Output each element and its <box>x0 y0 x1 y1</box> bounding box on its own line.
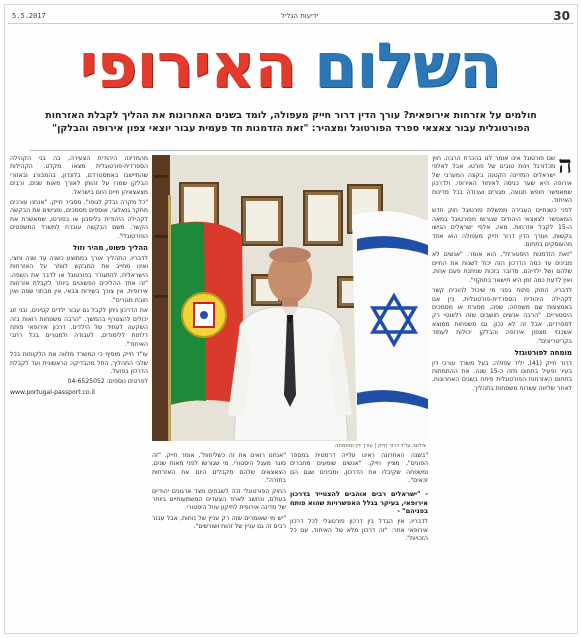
pull-quote: - "ישראלים רבים אוהבים להצטייד בדרכון אירופאי, בעיקר בגלל האפשרויות שהוא פותח בפניהם" - <box>290 489 428 516</box>
article-column-left <box>10 155 148 625</box>
paragraph: "בשנה האחרונה ראינו עלייה דרמטית במספר הפונים", מציין חייק. "אנשים שומעים מחברים ומשפחה שקיבלו את הדרכון, ומבינים שגם הם זכאים". <box>290 452 428 485</box>
photo-caption: צילום: עו"ד דרור חייק | עורך דין ומתמחה <box>335 443 426 449</box>
article-column-mid-right <box>290 452 428 625</box>
paragraph: את הדרכון ניתן לקבל גם עבור ילדים קטינים, ובני זוג יכולים להצטרף בהמשך. "הרבה משפחות רואות בזה השקעה לעתיד של הילדים. דרכון אירופאי פותח דלתות ללימודים, לעבודה ולמגורים בכל רחבי האיחוד". <box>10 307 148 348</box>
subheadline: חולמים על אזרחות אירופאית? עורך הדין דרור חייק מעפולה, לומד בשנים האחרונות את ההליך לקבלת האזרחות הפורטוגלית עבור צאצאי ספרד הפורטוגל ומצהיר: "זאת הזדמנות חד פעמית עבור יוצאי צפון אירופה והבלקן" <box>45 110 537 134</box>
paragraph: "כל מקרה נבדק לגופו", מסביר חייק. "אנחנו עורכים מחקר גנאלוגי, אוספים מסמכים, ומגישים את הבקשה לקהילה היהודית בליסבון או בפורטו, שמאשרת את הקשר. משם הבקשה עוברת למשרד המשפטים הפורטוגלי". <box>10 199 148 240</box>
paragraph: לדבריו, אין הבדל בין דרכון פורטוגלי לכל דרכון אירופאי אחר: "זה דרכון מלא של האיחוד, עם כל הזכויות". <box>290 518 428 543</box>
section-heading: ההליך פשוט, מהיר וזול <box>73 244 148 253</box>
section-name: ידיעות הגליל <box>280 11 319 20</box>
paragraph: שם פורטוגל אינו אומר לנו בהכרח הרבה, חוץ מכדורגל וינות טובים של פורטו. אבל לאלפי ישראלים המדינה הקטנה בקצה המערבי של אירופה היא שער כניסה לאיחוד האירופי, ולדרכון שמאפשר חופש תנועה, מגורים ועבודה בכל מדינות האיחוד. <box>432 155 572 205</box>
header-divider <box>30 150 552 151</box>
page-header <box>8 8 574 24</box>
paragraph: "יש מי שאומרים שזה רק עניין של נוחות, אבל עבור רבים זה גם עניין של זהות ושורשים". <box>152 514 286 531</box>
contact-website: www.portugal-passport.co.il <box>10 388 95 396</box>
section-heading: מומחה לפורטוגזל <box>514 348 572 357</box>
article-photo <box>152 155 428 441</box>
drop-cap: ה <box>558 155 572 179</box>
paragraph: לדבריו, החוק פתוח בפני מי שיכול להוכיח קשר לקהילה היהודית הספרדית-פורטוגלית, בין אם באמצעות שם משפחה, שפה, מסורת או מסמכים היסטוריים. "הרבה אנשים חושבים שזה רלוונטי רק לספרדים, אבל זה לא נכון. גם משפחות ממוצא אשכנזי מצפון אירופה והבלקן יכולות לעמוד בקריטריונים". <box>432 287 572 345</box>
page-number: 30 <box>553 8 570 23</box>
headline-word-1: השלום <box>314 29 501 102</box>
headline <box>30 26 550 106</box>
headline-word-2: האירופי <box>79 29 297 102</box>
paragraph: "זאת הזדמנות היסטורית", הוא אומר. "אנשים לא מבינים עד כמה הדרכון הזה יכול לשנות את החיים שלהם ושל ילדיהם. מדובר בזכות שניתנת פעם אחת, ואין לדעת כמה זמן היא תישאר בתוקף". <box>432 251 572 284</box>
paragraph: דרור חייק (41), יליד עפולה, בעל משרד עורכי דין בעיר ופעיל בתחום מזה כ-15 שנה. את ההתמחות בתחום האזרחות הפורטוגלית פיתח בשנים האחרונות, לאחר שליווה עשרות משפחות בתהליך. <box>432 359 572 392</box>
paragraph: מהמדינה היהודית הצעירה, בה בני הקהילה הספרדית-פורטוגלית מצאו מקלט. הקהילות שהתיישבו באמסטרדם, בלונדון, בהמבורג ובאזורי הבלקן שמרו על זהותן לאורך מאות שנים, ורבים מצאצאיהן חיים היום בישראל. <box>10 155 148 196</box>
paragraph: לפני כשנתיים העבירה ממשלת פורטוגל חוק חדש המאפשר לצאצאי היהודים שגורשו מפורטוגל במאה ה-15 לקבל אזרחות. מאז, אלפי ישראלים הגישו בקשות, ועורך הדין דרור חייק מעפולה הוא אחד מהעוסקים בתחום. <box>432 207 572 249</box>
contact-phone: לפרטים נוספים: 04-6525052 <box>67 378 148 386</box>
paragraph: עו"ד חייק מוסיף כי המשרד מלווה את הלקוחות בכל שלבי התהליך, החל מהבדיקה הראשונית ועד לקבלת הדרכון בפועל. <box>10 351 148 375</box>
article-column-right <box>432 155 572 625</box>
paragraph: "אנחנו רואים את זה כשליחות", אומר חייק. "זה סוגר מעגל היסטורי. מי שגורשו לפני מאות שנים, הצאצאים שלהם מקבלים היום את האזרחות בחזרה". <box>152 452 286 485</box>
issue-date: 5.5.2017 <box>12 11 46 20</box>
paragraph: החוק הפורטוגלי זכה לשבחים מצד ארגונים יהודיים בעולם, ונחשב לאחד הצעדים המשמעותיים ביותר של מדינה אירופית לתיקון עוול היסטורי. <box>152 487 286 512</box>
paragraph: לדבריו, התהליך אורך בממוצע כשנה עד שנה וחצי, ואינו מחייב את המבקש לוותר על האזרחות הישראלית, להתגורר בפורטוגל או לדבר את השפה. "זה אחד ההליכים הפשוטים ביותר לקבלת אזרחות אירופית. אין צורך בשירות צבאי, אין מבחני שפה ואין חובת מגורים". <box>10 254 148 304</box>
article-column-mid-left <box>152 452 286 625</box>
